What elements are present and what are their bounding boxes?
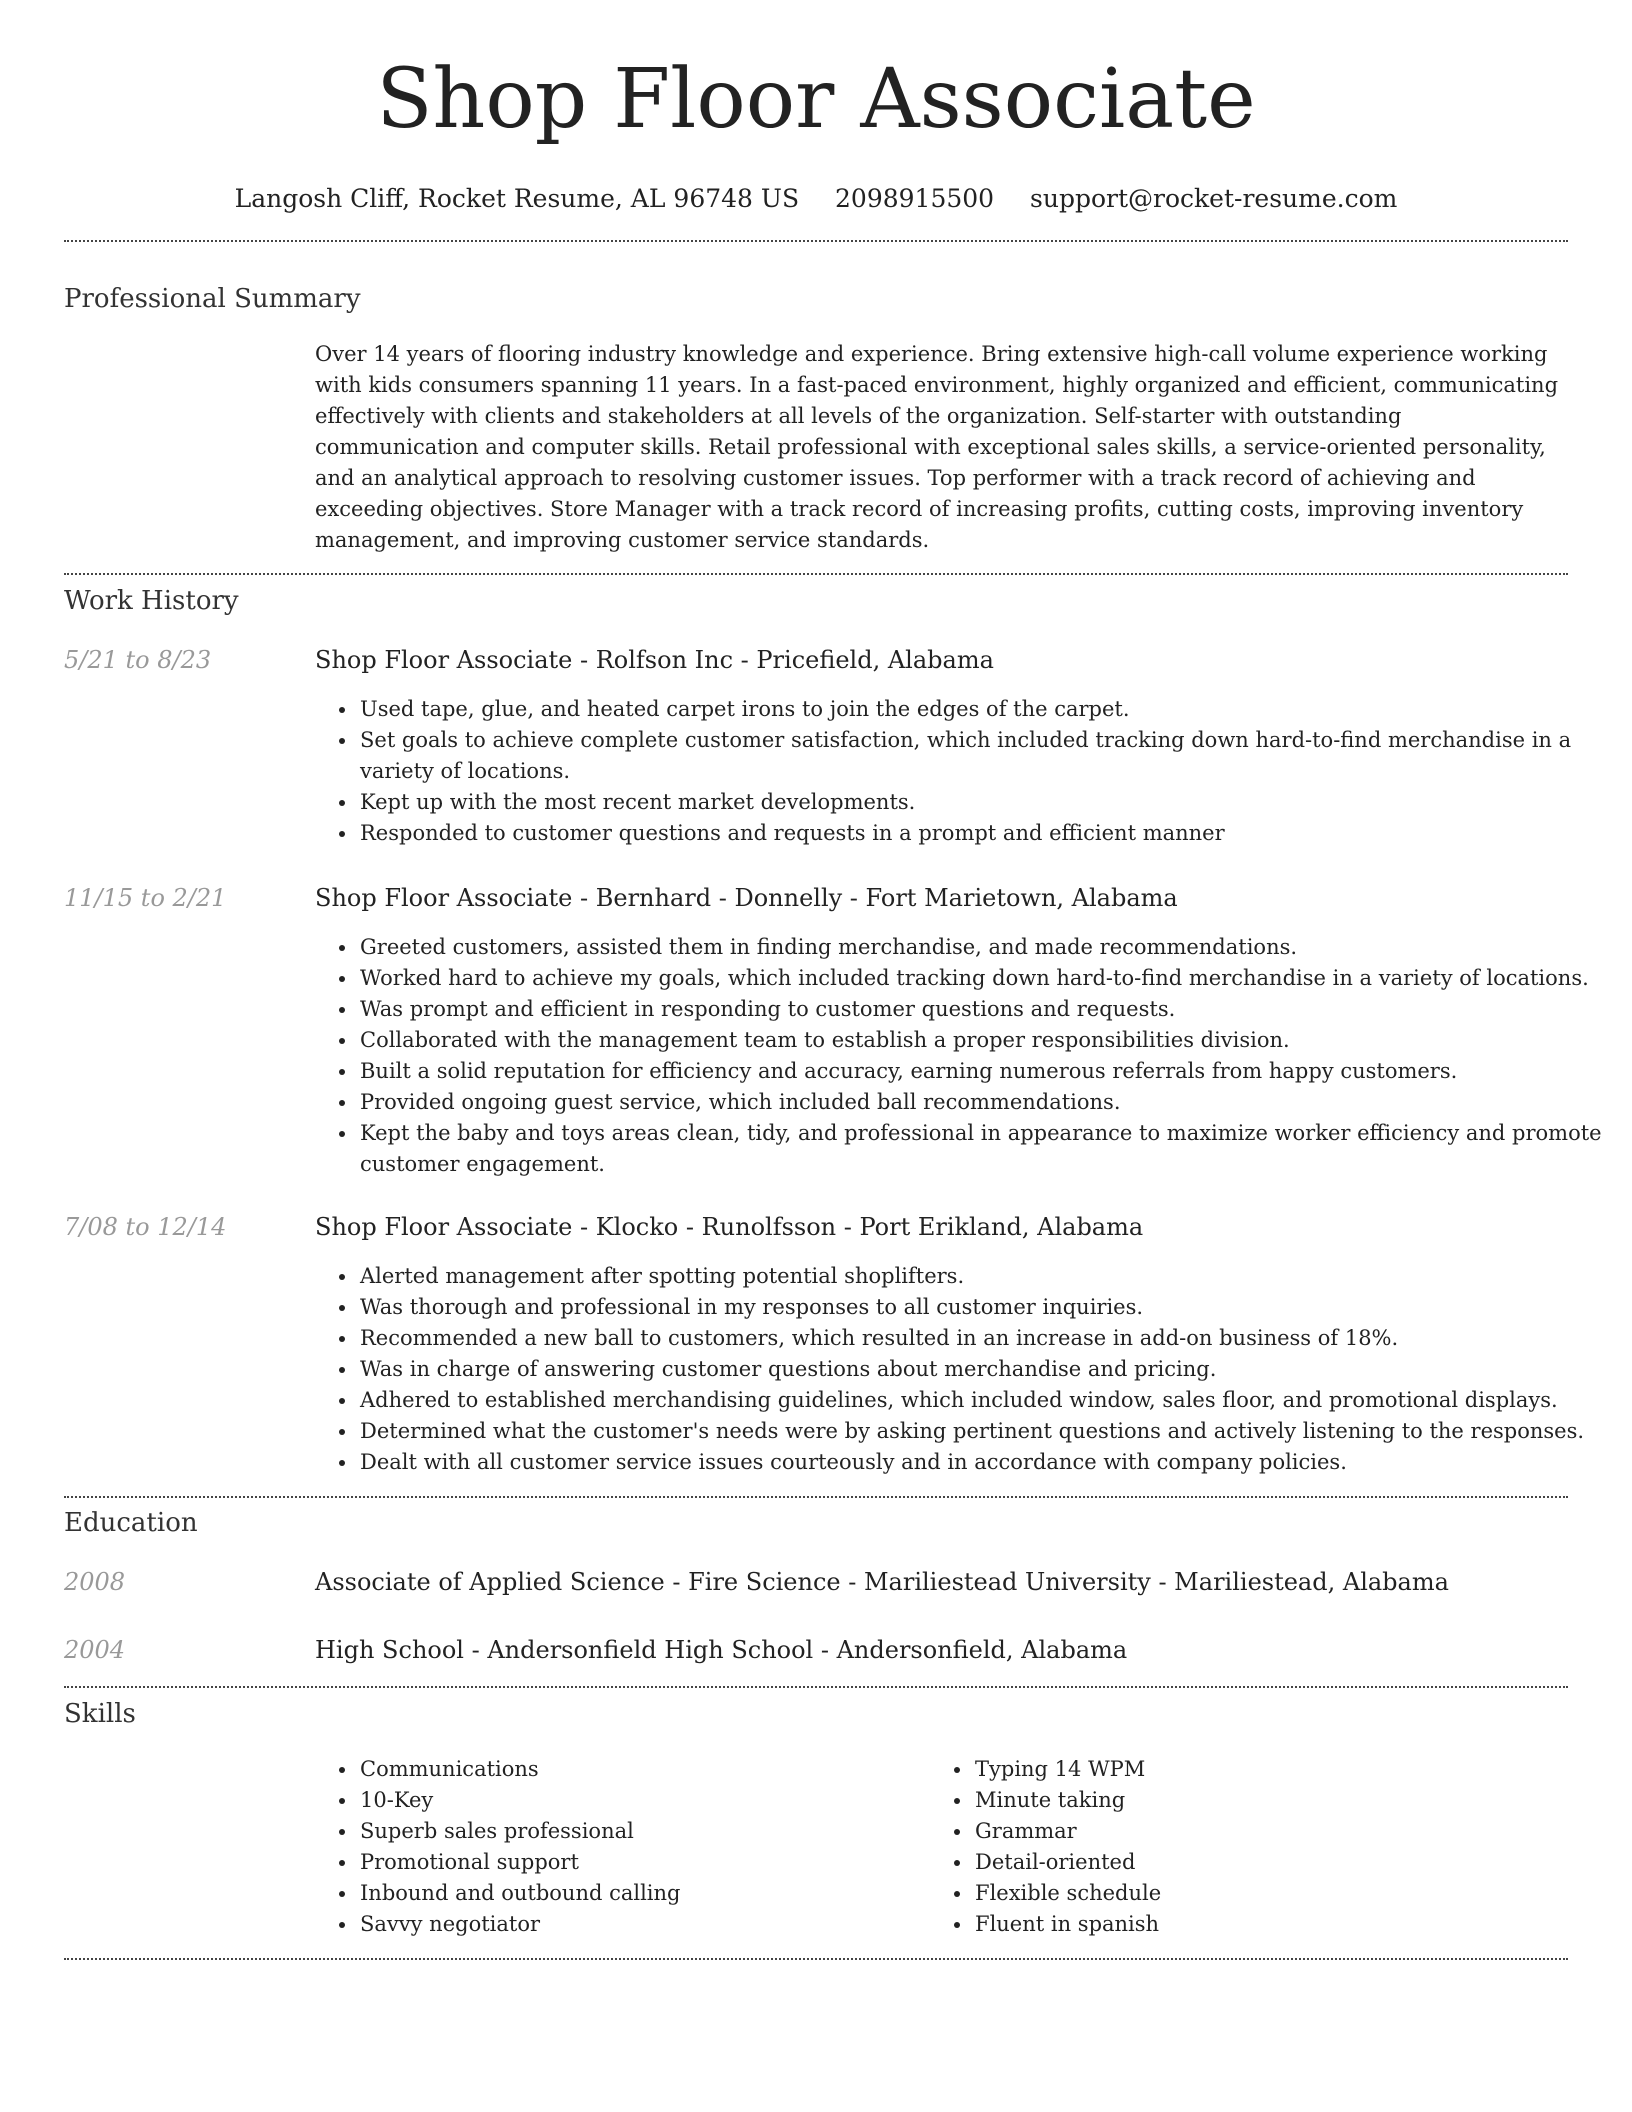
list-item: • Used tape, glue, and heated carpet irons to join the edges of the carpet. (358, 694, 1608, 725)
divider (64, 240, 1568, 242)
divider (64, 1958, 1568, 1960)
list-item: • Alerted management after spotting potential shoplifters. (358, 1261, 1608, 1292)
skill-item: • Promotional support (358, 1847, 958, 1878)
list-item: • Determined what the customer's needs were by asking pertinent questions and actively listening to the responses. (358, 1416, 1608, 1447)
job-title: Shop Floor Associate - Bernhard - Donnelly - Fort Marietown, Alabama (315, 884, 1178, 912)
job-dates: 7/08 to 12/14 (64, 1213, 227, 1241)
skill-item: • Fluent in spanish (973, 1909, 1573, 1940)
list-item: • Was prompt and efficient in responding to customer questions and requests. (358, 994, 1608, 1025)
job-title: Shop Floor Associate - Rolfson Inc - Pricefield, Alabama (315, 646, 994, 674)
section-title-summary: Professional Summary (64, 284, 361, 314)
candidate-name: Shop Floor Associate (376, 52, 1256, 147)
list-item: • Responded to customer questions and requests in a prompt and efficient manner (358, 818, 1608, 849)
skill-item: • Superb sales professional (358, 1816, 958, 1847)
skill-item: • Minute taking (973, 1785, 1573, 1816)
contact-address: Langosh Cliff, Rocket Resume, AL 96748 US (234, 184, 800, 213)
education-year: 2008 (64, 1568, 126, 1596)
divider (64, 1686, 1568, 1688)
summary-text: Over 14 years of flooring industry knowledge and experience. Bring extensive high-call volume experience working with kids consumers spanning 11 years. In a fast-paced environment, highly organized and efficient, communicating effectively with clients and stakeholders at all levels of the organization. Self-starter with outstanding communication and computer skills. Retail professional with exceptional sales skills, a service-oriented personality, and an analytical approach to resolving customer issues. Top performer with a track record of achieving and exceeding objectives. Store Manager with a track record of increasing profits, cutting costs, improving inventory management, and improving customer service standards. (315, 342, 1559, 552)
job-bullets (315, 694, 1608, 849)
job-dates: 5/21 to 8/23 (64, 646, 212, 674)
education-degree: High School - Andersonfield High School - Andersonfield, Alabama (315, 1636, 1128, 1664)
contact-email: support@rocket-resume.com (1030, 184, 1398, 213)
skills-list-left (315, 1754, 958, 1940)
job-title: Shop Floor Associate - Klocko - Runolfsson - Port Erikland, Alabama (315, 1213, 1144, 1241)
job-dates: 11/15 to 2/21 (64, 884, 227, 912)
skill-item: • Detail-oriented (973, 1847, 1573, 1878)
job-bullets (315, 1261, 1608, 1478)
education-year: 2004 (64, 1636, 126, 1664)
list-item: • Adhered to established merchandising guidelines, which included window, sales floor, and promotional displays. (358, 1385, 1608, 1416)
skill-item: • Savvy negotiator (358, 1909, 958, 1940)
skill-item: • Grammar (973, 1816, 1573, 1847)
divider (64, 1496, 1568, 1498)
section-title-work: Work History (64, 586, 239, 616)
skill-item: • Inbound and outbound calling (358, 1878, 958, 1909)
list-item: • Kept up with the most recent market developments. (358, 787, 1608, 818)
divider (64, 573, 1568, 575)
list-item: • Provided ongoing guest service, which included ball recommendations. (358, 1087, 1608, 1118)
skill-item: • Flexible schedule (973, 1878, 1573, 1909)
list-item: • Greeted customers, assisted them in finding merchandise, and made recommendations. (358, 932, 1608, 963)
job-bullets (315, 932, 1608, 1180)
section-title-education: Education (64, 1508, 198, 1538)
skill-item: • Communications (358, 1754, 958, 1785)
list-item: • Collaborated with the management team to establish a proper responsibilities division. (358, 1025, 1608, 1056)
list-item: • Worked hard to achieve my goals, which included tracking down hard-to-find merchandise in a variety of locations. (358, 963, 1608, 994)
contact-line (0, 184, 1632, 214)
contact-phone: 2098915500 (835, 184, 995, 213)
education-degree: Associate of Applied Science - Fire Science - Mariliestead University - Mariliestead, Alabama (315, 1568, 1449, 1596)
list-item: • Was thorough and professional in my responses to all customer inquiries. (358, 1292, 1608, 1323)
skill-item: • 10-Key (358, 1785, 958, 1816)
skills-list-right (930, 1754, 1573, 1940)
list-item: • Kept the baby and toys areas clean, tidy, and professional in appearance to maximize worker efficiency and promote customer engagement. (358, 1118, 1608, 1180)
list-item: • Set goals to achieve complete customer satisfaction, which included tracking down hard-to-find merchandise in a variety of locations. (358, 725, 1608, 787)
section-title-skills: Skills (64, 1699, 136, 1729)
list-item: • Built a solid reputation for efficiency and accuracy, earning numerous referrals from happy customers. (358, 1056, 1608, 1087)
list-item: • Dealt with all customer service issues courteously and in accordance with company policies. (358, 1447, 1608, 1478)
resume-header (0, 0, 1632, 214)
list-item: • Recommended a new ball to customers, which resulted in an increase in add-on business of 18%. (358, 1323, 1608, 1354)
skill-item: • Typing 14 WPM (973, 1754, 1573, 1785)
list-item: • Was in charge of answering customer questions about merchandise and pricing. (358, 1354, 1608, 1385)
